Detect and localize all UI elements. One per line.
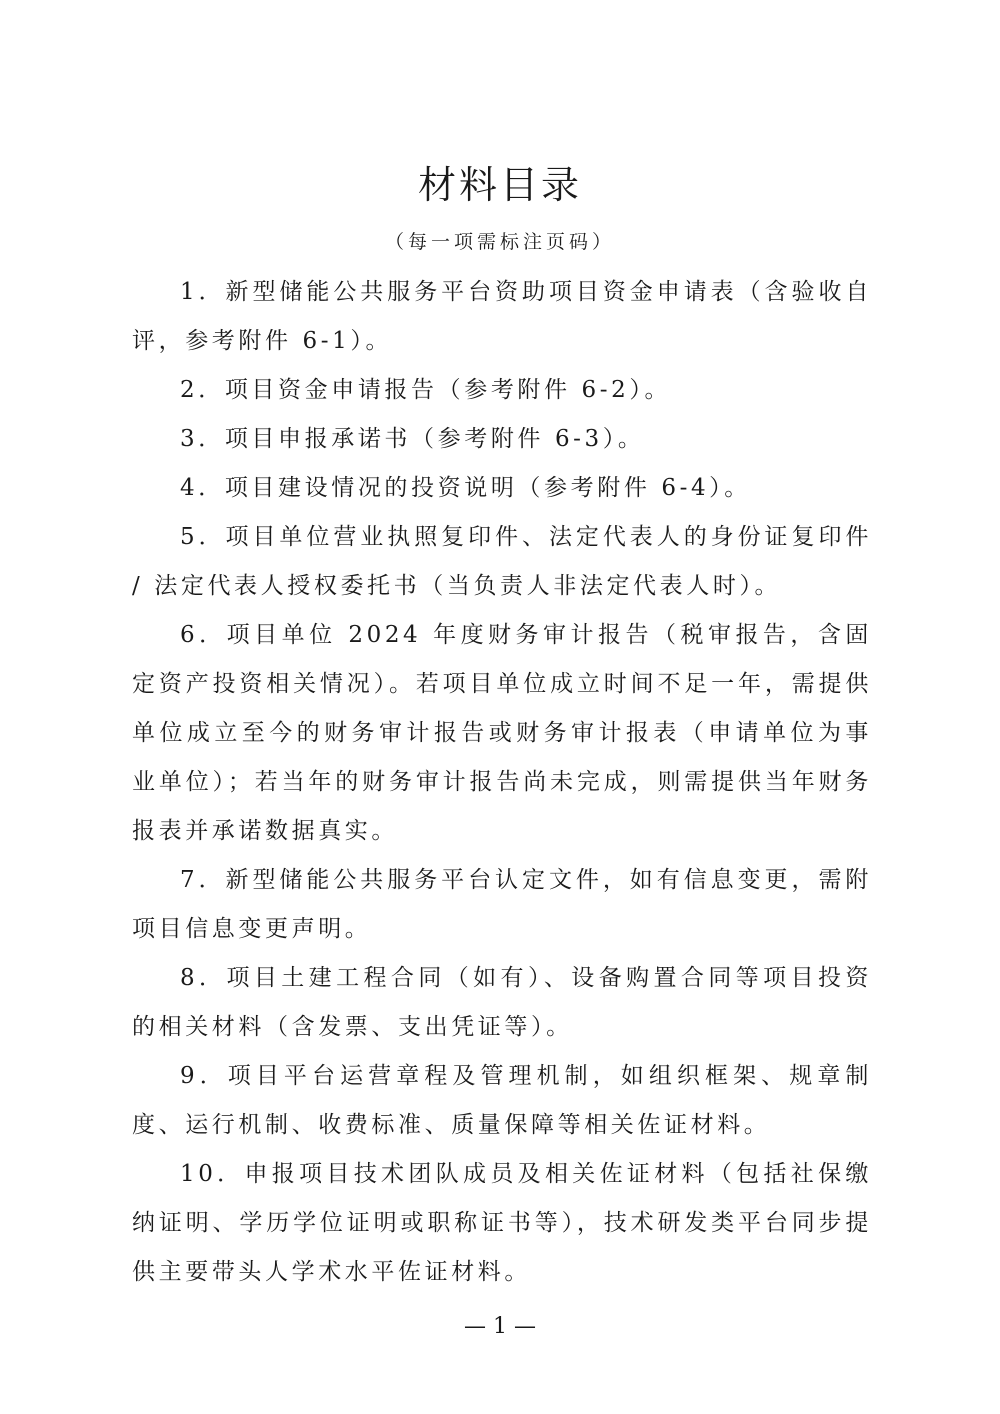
- list-item: 5．项目单位营业执照复印件、法定代表人的身份证复印件 / 法定代表人授权委托书（当负责人非法定代表人时）。: [132, 524, 872, 599]
- list-item: 8．项目土建工程合同（如有）、设备购置合同等项目投资的相关材料（含发票、支出凭证等）。: [132, 965, 872, 1040]
- page-title: 材料目录: [417, 163, 582, 207]
- list-item: 9．项目平台运营章程及管理机制，如组织框架、规章制度、运行机制、收费标准、质量保障等相关佐证材料。: [132, 1063, 872, 1138]
- list-item: 1．新型储能公共服务平台资助项目资金申请表（含验收自评，参考附件 6-1）。: [132, 279, 872, 354]
- list-item: 7．新型储能公共服务平台认定文件，如有信息变更，需附项目信息变更声明。: [132, 867, 872, 942]
- list-item: 6．项目单位 2024 年度财务审计报告（税审报告，含固定资产投资相关情况）。若项目单位成立时间不足一年，需提供单位成立至今的财务审计报告或财务审计报表（申请单位为事业单位）；若当年的财务审计报告尚未完成，则需提供当年财务报表并承诺数据真实。: [132, 622, 872, 844]
- list-item: 10．申报项目技术团队成员及相关佐证材料（包括社保缴纳证明、学历学位证明或职称证书等），技术研发类平台同步提供主要带头人学术水平佐证材料。: [132, 1161, 872, 1285]
- list-item: 2．项目资金申请报告（参考附件 6-2）。: [180, 377, 672, 403]
- list-item: 4．项目建设情况的投资说明（参考附件 6-4）。: [180, 475, 751, 501]
- materials-list: [132, 268, 872, 1297]
- list-item: 3．项目申报承诺书（参考附件 6-3）。: [180, 426, 645, 452]
- page-subtitle: （每一项需标注页码）: [384, 231, 615, 253]
- page-number: — 1 —: [464, 1314, 536, 1339]
